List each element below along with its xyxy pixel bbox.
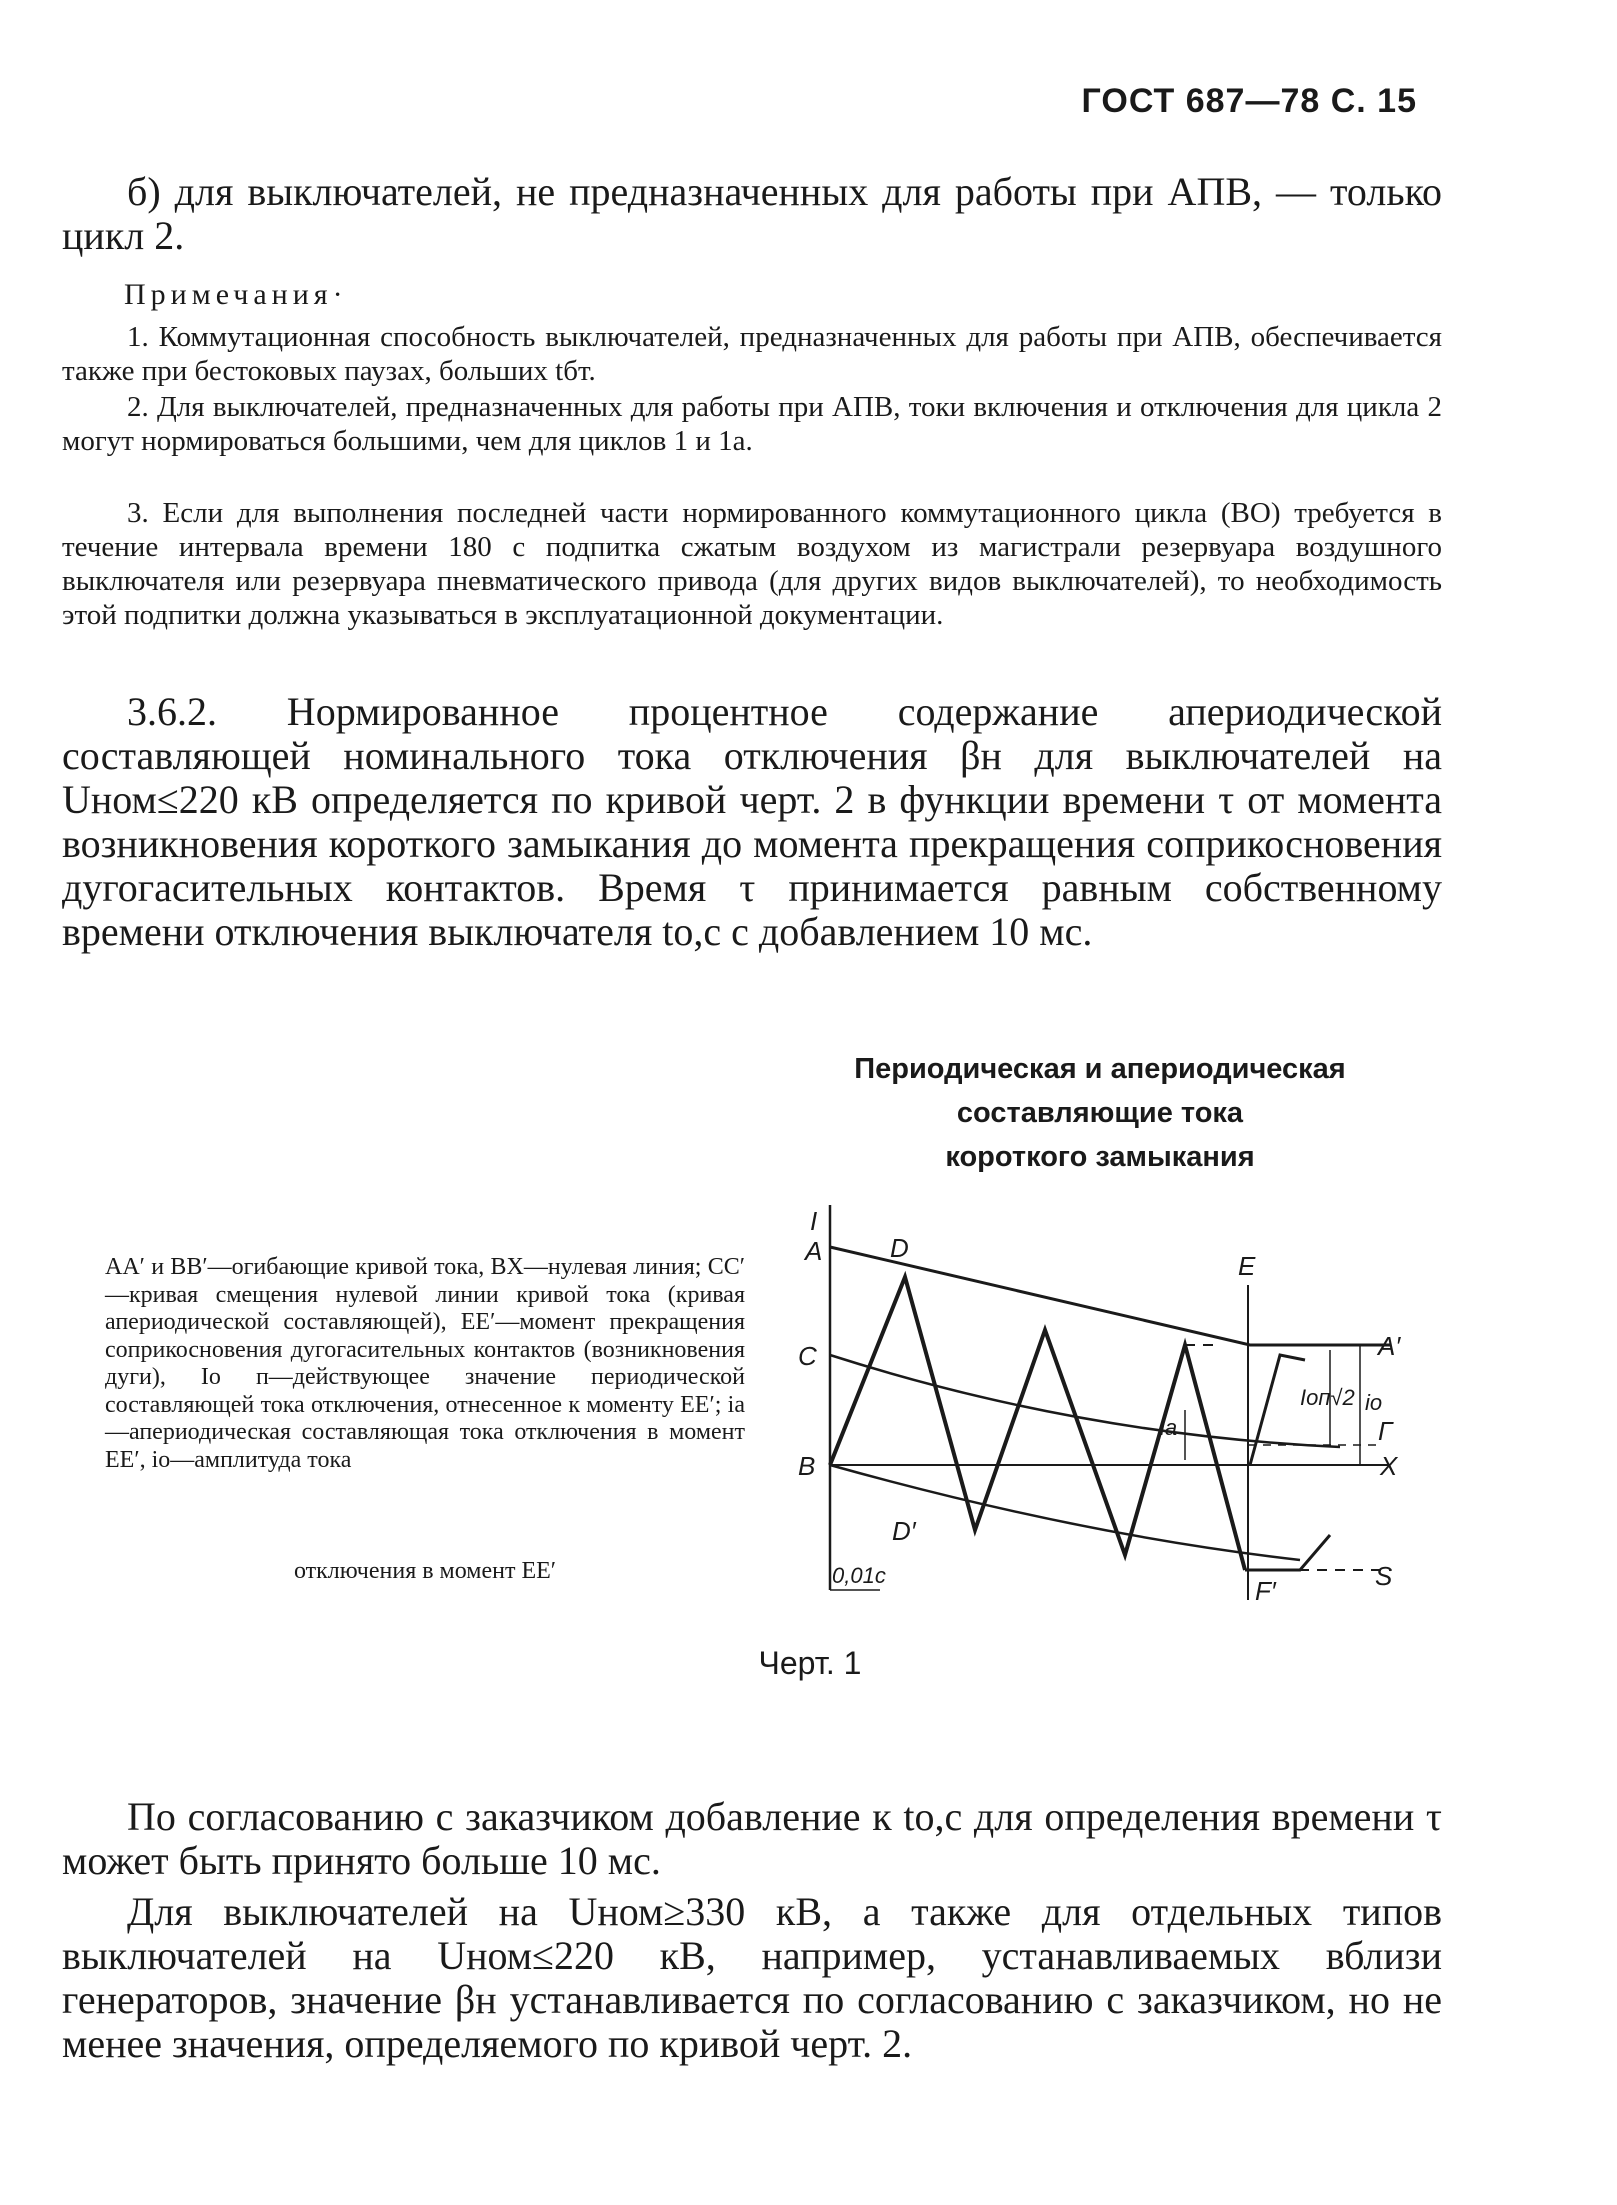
notes-title: Примечания· [124, 278, 348, 311]
label-i: I [810, 1206, 818, 1236]
current-wave-tail [1245, 1535, 1330, 1570]
label-a: A [805, 1236, 823, 1266]
label-ia: iа [1160, 1415, 1178, 1440]
figure-title-line-3: короткого замыкания [945, 1141, 1255, 1173]
label-time-step: 0,01с [832, 1563, 886, 1588]
figure-legend: AA′ и BB′—огибающие кривой тока, BX—нулевая линия; CC′—кривая смещения нулевой линии кривой тока (кривая апериодической составляющей), EE′—момент прекращения соприкосновения дугогасительных контактов (возникновения дуги), Iо п—действующее значение периодической составляющей тока отключения, отнесенное к моменту EE′; iа—апериодическая составляющая тока отключения в момент EE′, iо—амплитуда тока [105, 1254, 745, 1473]
section-3-6-2: 3.6.2. Нормированное процентное содержание апериодической составляющей номинального тока отключения βн для выключателей на Uном≤220 кВ определяется по кривой черт. 2 в функции времени τ от момента возникновения короткого замыкания до момента прекращения соприкосновения дугогасительных контактов. Время τ принимается равным собственному времени отключения выключателя tо,с с добавлением 10 мс. [62, 689, 1442, 954]
label-iop: Iоп√2 [1300, 1385, 1355, 1410]
page-header: ГОСТ 687—78 С. 15 [1081, 82, 1417, 120]
intro-paragraph: б) для выключателей, не предназначенных для работы при АПВ, — только цикл 2. [62, 169, 1442, 258]
label-b: B [798, 1451, 816, 1481]
paragraph-2: По согласованию с заказчиком добавление к tо,с для определения времени τ может быть принято больше 10 мс. [62, 1794, 1442, 1883]
envelope-aa [830, 1247, 1390, 1345]
figure-title-line-2: составляющие тока [956, 1097, 1244, 1129]
label-d: D [890, 1233, 909, 1263]
figure-legend-last-line: отключения в момент EE′ [293, 1558, 557, 1584]
figure-title-line-1: Периодическая и апериодическая [854, 1053, 1346, 1085]
label-x: X [1380, 1451, 1398, 1481]
note-3: 3. Если для выполнения последней части нормированного коммутационного цикла (ВО) требуется в течение интервала времени 180 с подпитка сжатым воздухом из магистрали резервуара воздушного выключателя или резервуара пневматического привода (для других видов выключателей), то необходимость этой подпитки должна указываться в эксплуатационной документации. [62, 497, 1442, 631]
diagram-letters [798, 1206, 1401, 1605]
label-io: iо [1365, 1390, 1383, 1415]
figure-label: Черт. 1 [758, 1645, 862, 1681]
label-s: S [1375, 1561, 1393, 1591]
current-waveform-diagram [780, 1195, 1420, 1605]
figure-title [780, 1047, 1420, 1179]
offset-curve-cc [830, 1355, 1340, 1447]
label-g: Г [1378, 1416, 1393, 1446]
label-f-prime: F′ [1255, 1576, 1276, 1605]
paragraph-3: Для выключателей на Uном≥330 кВ, а также для отдельных типов выключателей на Uном≤220 кВ, например, устанавливаемых вблизи генераторов, значение βн устанавливается по согласованию с заказчиком, но не менее значения, определяемого по кривой черт. 2. [62, 1889, 1442, 2066]
current-wave-after [1250, 1355, 1305, 1465]
note-1: 1. Коммутационная способность выключателей, предназначенных для работы при АПВ, обеспечивается также при бестоковых паузах, больших tбт. [62, 321, 1442, 387]
label-e: E [1238, 1251, 1256, 1281]
label-a-prime: A′ [1378, 1331, 1401, 1361]
label-d-prime: D′ [892, 1516, 916, 1546]
label-c: C [798, 1341, 817, 1371]
note-2: 2. Для выключателей, предназначенных для работы при АПВ, токи включения и отключения для цикла 2 могут нормироваться большими, чем для циклов 1 и 1a. [62, 391, 1442, 457]
